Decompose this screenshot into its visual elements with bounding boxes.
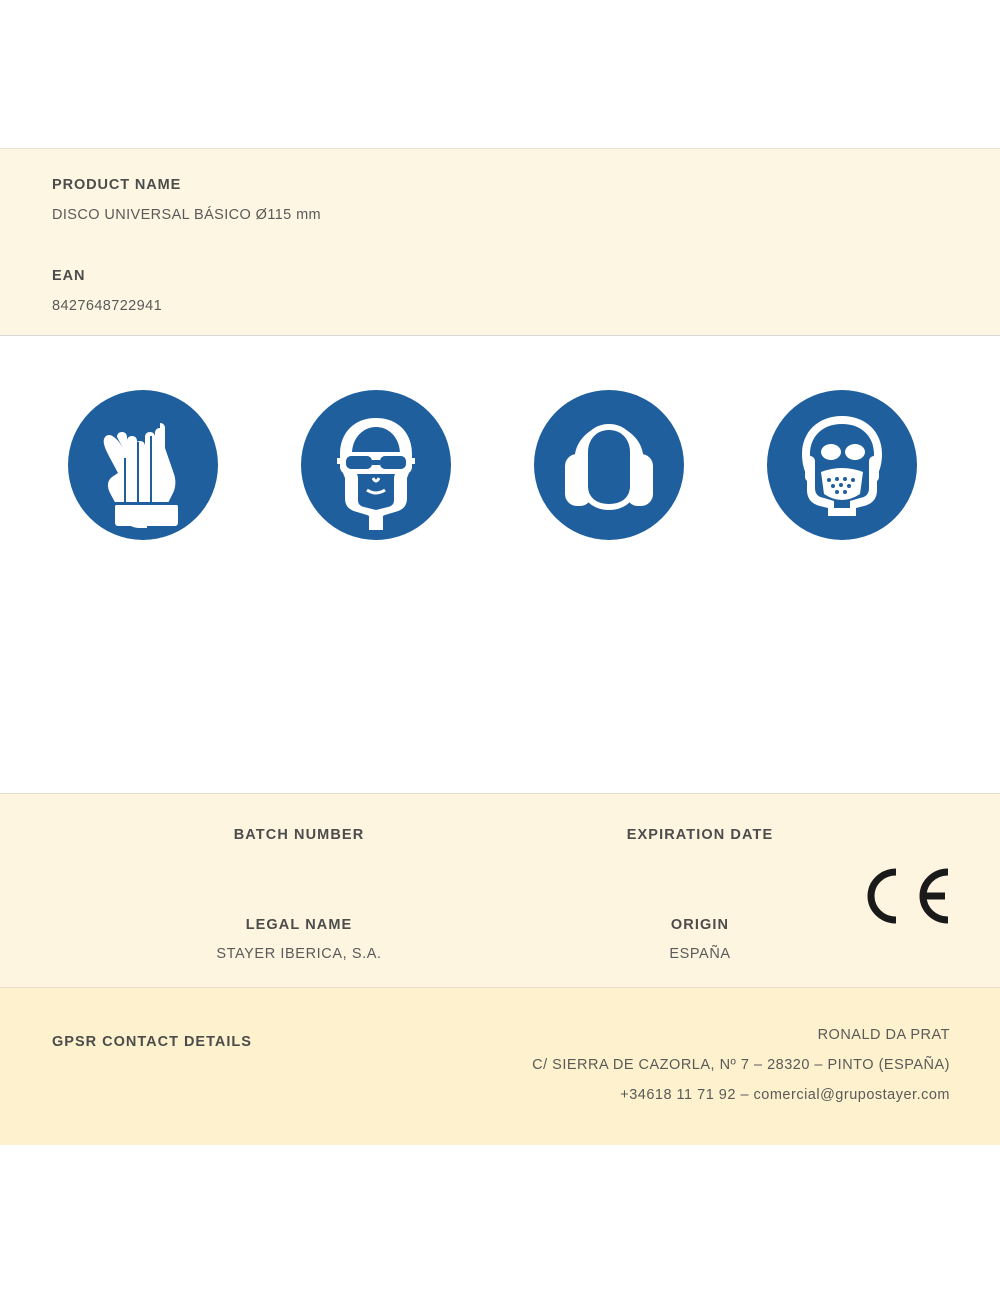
ce-marking-icon bbox=[852, 862, 956, 930]
legal-name-label: LEGAL NAME bbox=[245, 917, 353, 933]
contact-phone-email: +34618 11 71 92 – comercial@grupostayer.com bbox=[620, 1087, 950, 1103]
expiration-date-label: EXPIRATION DATE bbox=[626, 827, 774, 843]
safety-pictogram-strip bbox=[68, 390, 768, 550]
gpsr-contact-label: GPSR CONTACT DETAILS bbox=[52, 1034, 252, 1050]
ean-label: EAN bbox=[52, 268, 86, 284]
contact-address: C/ SIERRA DE CAZORLA, Nº 7 – 28320 – PINTO (ESPAÑA) bbox=[532, 1057, 950, 1073]
wear-eye-protection-icon bbox=[301, 390, 451, 540]
product-info-band bbox=[0, 148, 1000, 336]
batch-number-label: BATCH NUMBER bbox=[233, 827, 365, 843]
wear-ear-protection-icon bbox=[534, 390, 684, 540]
legal-name-value: STAYER IBERICA, S.A. bbox=[216, 946, 382, 962]
origin-value: ESPAÑA bbox=[669, 946, 731, 962]
gpsr-contact-band bbox=[0, 988, 1000, 1145]
ean-value: 8427648722941 bbox=[52, 298, 163, 314]
contact-person: RONALD DA PRAT bbox=[817, 1027, 950, 1043]
origin-label: ORIGIN bbox=[670, 917, 730, 933]
product-name-value: DISCO UNIVERSAL BÁSICO Ø115 mm bbox=[52, 207, 322, 223]
product-name-label: PRODUCT NAME bbox=[52, 177, 182, 193]
batch-origin-band bbox=[0, 793, 1000, 988]
gpsr-contact-details bbox=[532, 1020, 950, 1110]
wear-respiratory-protection-icon bbox=[767, 390, 917, 540]
wear-protective-gloves-icon bbox=[68, 390, 218, 540]
